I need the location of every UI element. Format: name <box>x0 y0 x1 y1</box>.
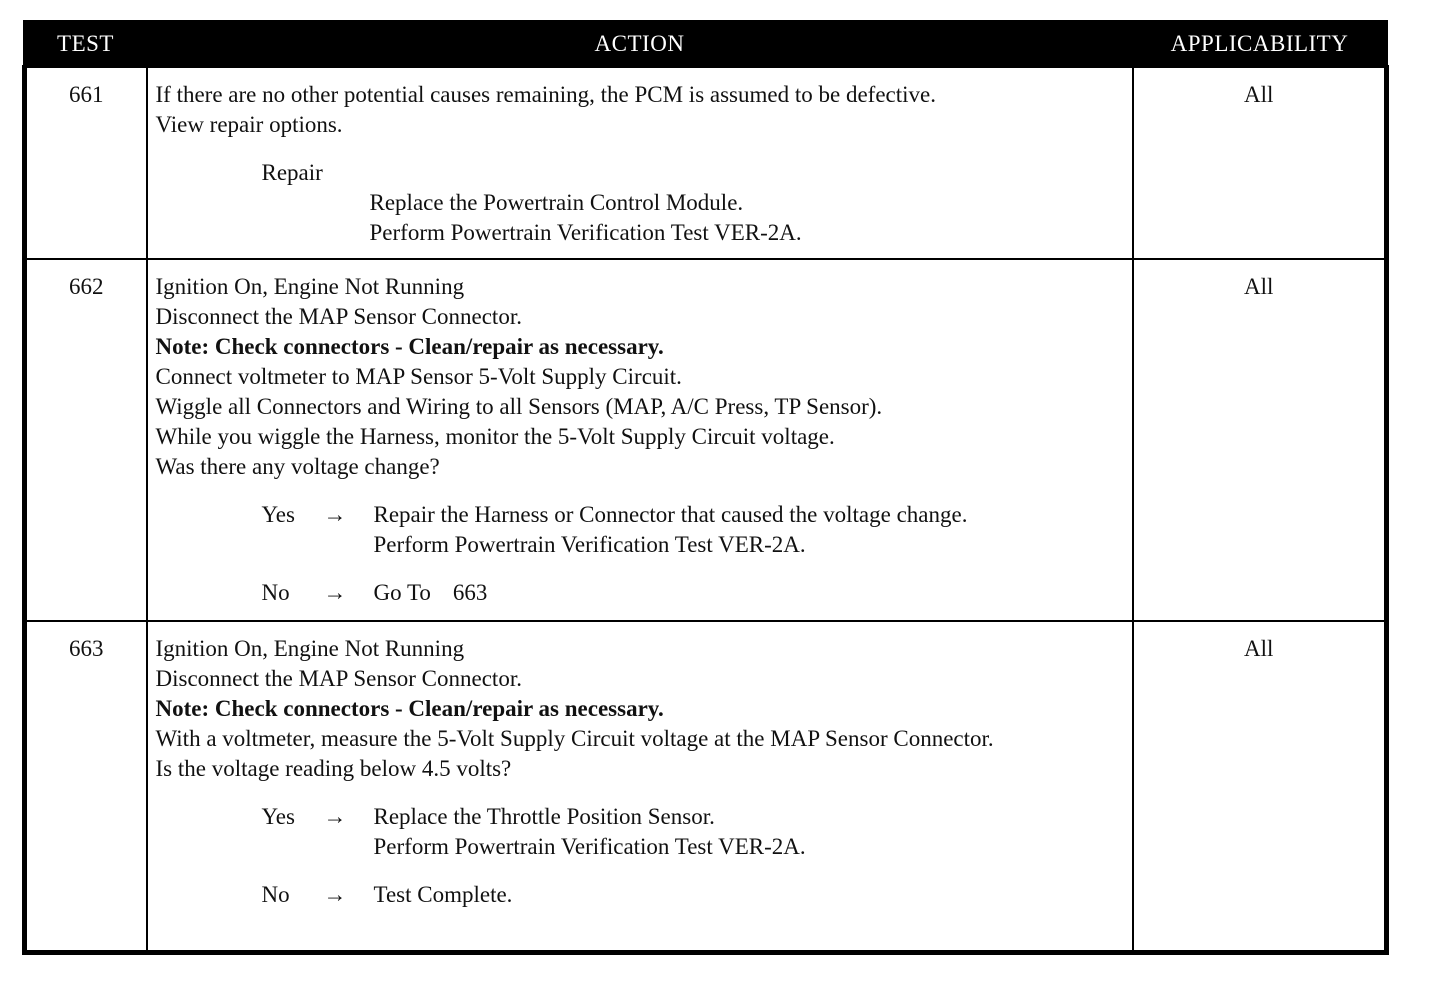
table-row-662 <box>25 259 1387 621</box>
action-cell <box>147 621 1133 953</box>
no-label: No <box>261 881 290 907</box>
table-row-661 <box>25 67 1387 259</box>
arrow-icon: → <box>323 579 347 605</box>
yes-line: Perform Powertrain Verification Test VER-2A. <box>373 833 806 859</box>
note-line: Note: Check connectors - Clean/repair as necessary. <box>155 695 664 721</box>
applicability-value: All <box>1133 259 1387 621</box>
action-line: If there are no other potential causes remaining, the PCM is assumed to be defective. <box>155 82 936 107</box>
note-line: Note: Check connectors - Clean/repair as necessary. <box>155 333 664 359</box>
action-line: Disconnect the MAP Sensor Connector. <box>155 665 522 691</box>
yes-line: Replace the Throttle Position Sensor. <box>373 803 715 829</box>
applicability-value: All <box>1133 621 1387 953</box>
yes-line: Repair the Harness or Connector that caused the voltage change. <box>373 501 968 527</box>
repair-line: Perform Powertrain Verification Test VER-2A. <box>369 220 802 245</box>
yes-line: Perform Powertrain Verification Test VER-2A. <box>373 531 806 557</box>
no-text: Test Complete. <box>373 881 513 907</box>
no-option <box>156 880 1124 910</box>
yes-label: Yes <box>261 803 295 829</box>
test-table <box>22 20 1389 955</box>
arrow-icon: → <box>323 881 347 907</box>
action-line: Was there any voltage change? <box>155 453 440 479</box>
repair-line: Replace the Powertrain Control Module. <box>369 190 744 215</box>
test-number: 663 <box>25 621 147 953</box>
applicability-value: All <box>1133 67 1387 259</box>
test-number: 662 <box>25 259 147 621</box>
action-line: While you wiggle the Harness, monitor the 5-Volt Supply Circuit voltage. <box>155 423 835 449</box>
action-cell <box>147 67 1133 259</box>
action-line: Disconnect the MAP Sensor Connector. <box>155 303 522 329</box>
arrow-icon: → <box>323 803 347 829</box>
yes-option <box>156 802 1124 862</box>
diagnostic-test-table <box>22 20 1384 955</box>
header-test: TEST <box>25 22 147 67</box>
goto-target: 663 <box>452 579 488 605</box>
arrow-icon: → <box>323 501 347 527</box>
no-option <box>156 578 1124 608</box>
action-line: Connect voltmeter to MAP Sensor 5-Volt Supply Circuit. <box>155 363 682 389</box>
action-line: Wiggle all Connectors and Wiring to all Sensors (MAP, A/C Press, TP Sensor). <box>155 393 883 419</box>
action-line: Is the voltage reading below 4.5 volts? <box>155 755 512 781</box>
repair-label: Repair <box>261 160 323 185</box>
yes-label: Yes <box>261 501 295 527</box>
no-text: Go To <box>373 579 431 605</box>
action-line: Ignition On, Engine Not Running <box>155 273 465 299</box>
action-line: View repair options. <box>155 112 343 137</box>
action-line: With a voltmeter, measure the 5-Volt Supply Circuit voltage at the MAP Sensor Connector. <box>155 725 994 751</box>
test-number: 661 <box>25 67 147 259</box>
no-label: No <box>261 579 290 605</box>
action-line: Ignition On, Engine Not Running <box>155 635 465 661</box>
yes-option <box>156 500 1124 560</box>
table-row-663 <box>25 621 1387 953</box>
header-action: ACTION <box>147 22 1133 67</box>
header-row <box>25 22 1387 67</box>
action-cell <box>147 259 1133 621</box>
header-applicability: APPLICABILITY <box>1133 22 1387 67</box>
